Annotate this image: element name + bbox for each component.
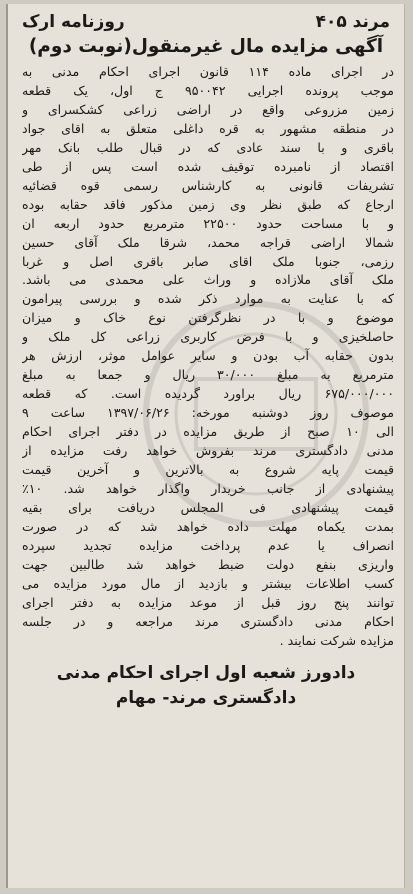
notice-body-line: و با مساحت حدود ۲۲۵۰۰ مترمربع حدود اربعه ان bbox=[22, 215, 394, 231]
newspaper-name: روزنامه ارک bbox=[22, 12, 125, 32]
notice-body-line: قیمت پیشنهادی فی المجلس دریافت برای بقیه bbox=[22, 499, 394, 515]
newspaper-clipping bbox=[6, 4, 405, 888]
masthead bbox=[8, 4, 404, 32]
notice-body-line: که با عنایت به موارد ذکر شده و بررسی پیرامون bbox=[22, 291, 394, 307]
notice-body-line: انصراف یا عدم پرداخت مزایده تجدید سپرده bbox=[22, 537, 394, 553]
notice-body-line: بدون حقابه آب بودن و سایر عوامل موثر، ارزش هر bbox=[22, 348, 394, 364]
notice-body-line: احکام مدنی دادگستری مرند مراجعه و در جلسه bbox=[22, 613, 394, 629]
notice-body-line: ۶۷۵/۰۰۰/۰۰۰ ریال براورد گردیده است. که قطعه bbox=[22, 386, 394, 402]
notice-body-line: موصوف روز دوشنبه مورخه: ۱۳۹۷/۰۶/۲۶ ساعت ۹ bbox=[22, 405, 394, 421]
notice-body bbox=[8, 63, 404, 651]
notice-body-line: مدنی دادگستری مرند بفروش خواهد رفت مزایده از bbox=[22, 443, 394, 459]
notice-body-line: قیمت پایه شروع به بالاترین و آخرین قیمت bbox=[22, 462, 394, 478]
notice-body-line: در منطقه مشهور به قره داغلی متعلق به اقای جواد bbox=[22, 120, 394, 136]
notice-title: آگهی مزایده مال غیرمنقول(نوبت دوم) bbox=[28, 36, 384, 57]
notice-body-line: حاصلخیزی و با فرض کاربری زراعی کل ملک و bbox=[22, 329, 394, 345]
notice-body-line: بمدت یکماه مهلت داده خواهد شد که در صورت bbox=[22, 518, 394, 534]
notice-body-line: موضوع و با در نظرگرفتن نوع خاک و میزان bbox=[22, 310, 394, 326]
signature-line-1: دادورز شعبه اول اجرای احکام مدنی bbox=[56, 662, 356, 683]
notice-body-line: موجب پرونده اجرایی ۹۵۰۰۴۲ ج اول، یک قطعه bbox=[22, 82, 394, 98]
notice-body-line: کسب اطلاعات بیشتر و بازدید از مال مورد مزایده می bbox=[22, 575, 394, 591]
notice-body-line: شمالا اراضی قراجه محمد، شرقا ملک آقای حسین bbox=[22, 234, 394, 250]
notice-body-line: واریزی بنفع دولت ضبط خواهد شد طالبین جهت bbox=[22, 556, 394, 572]
notice-body-line: ملک آقای ملازاده و وراث علی محمدی می باشد. bbox=[22, 272, 394, 288]
notice-body-line: مترمربع به مبلغ ۳۰/۰۰۰ ریال و جمعا به مبلغ bbox=[22, 367, 394, 383]
issue-number: مرند ۴۰۵ bbox=[315, 12, 390, 32]
notice-body-line: الی ۱۰ صبح از طریق مزایده در دفتر اجرای احکام bbox=[22, 424, 394, 440]
signature-line-2: دادگستری مرند- مهام bbox=[115, 687, 297, 708]
signature-block bbox=[8, 661, 404, 711]
notice-body-line: پیشنهادی از جانب خریدار واگذار خواهد شد. ۱۰٪ bbox=[22, 480, 394, 496]
notice-body-line: مزایده شرکت نمایند . bbox=[279, 632, 394, 648]
notice-body-line: اقتصاد از نامبرده توقیف شده است پس از طی bbox=[22, 158, 394, 174]
notice-body-line: تشریفات قانونی به کارشناس رسمی قوه قضائیه bbox=[22, 177, 394, 193]
notice-body-line: باقری و با سند عادی که در قبال طلب بانک مهر bbox=[22, 139, 394, 155]
notice-body-line: زمین مزروعی واقع در اراضی زراعی کشکسرای و bbox=[22, 101, 394, 117]
notice-body-line: رزمی، جنوبا ملک اقای صابر باقری اصل و غربا bbox=[22, 253, 394, 269]
notice-body-line: ارجاع که طبق نظر وی زمین مذکور فاقد حقابه بوده bbox=[22, 196, 394, 212]
notice-body-line: در اجرای ماده ۱۱۴ قانون اجرای احکام مدنی به bbox=[22, 64, 394, 79]
notice-body-line: توانند پنج روز قبل از موعد مزایده به دفتر اجرای bbox=[22, 594, 394, 610]
